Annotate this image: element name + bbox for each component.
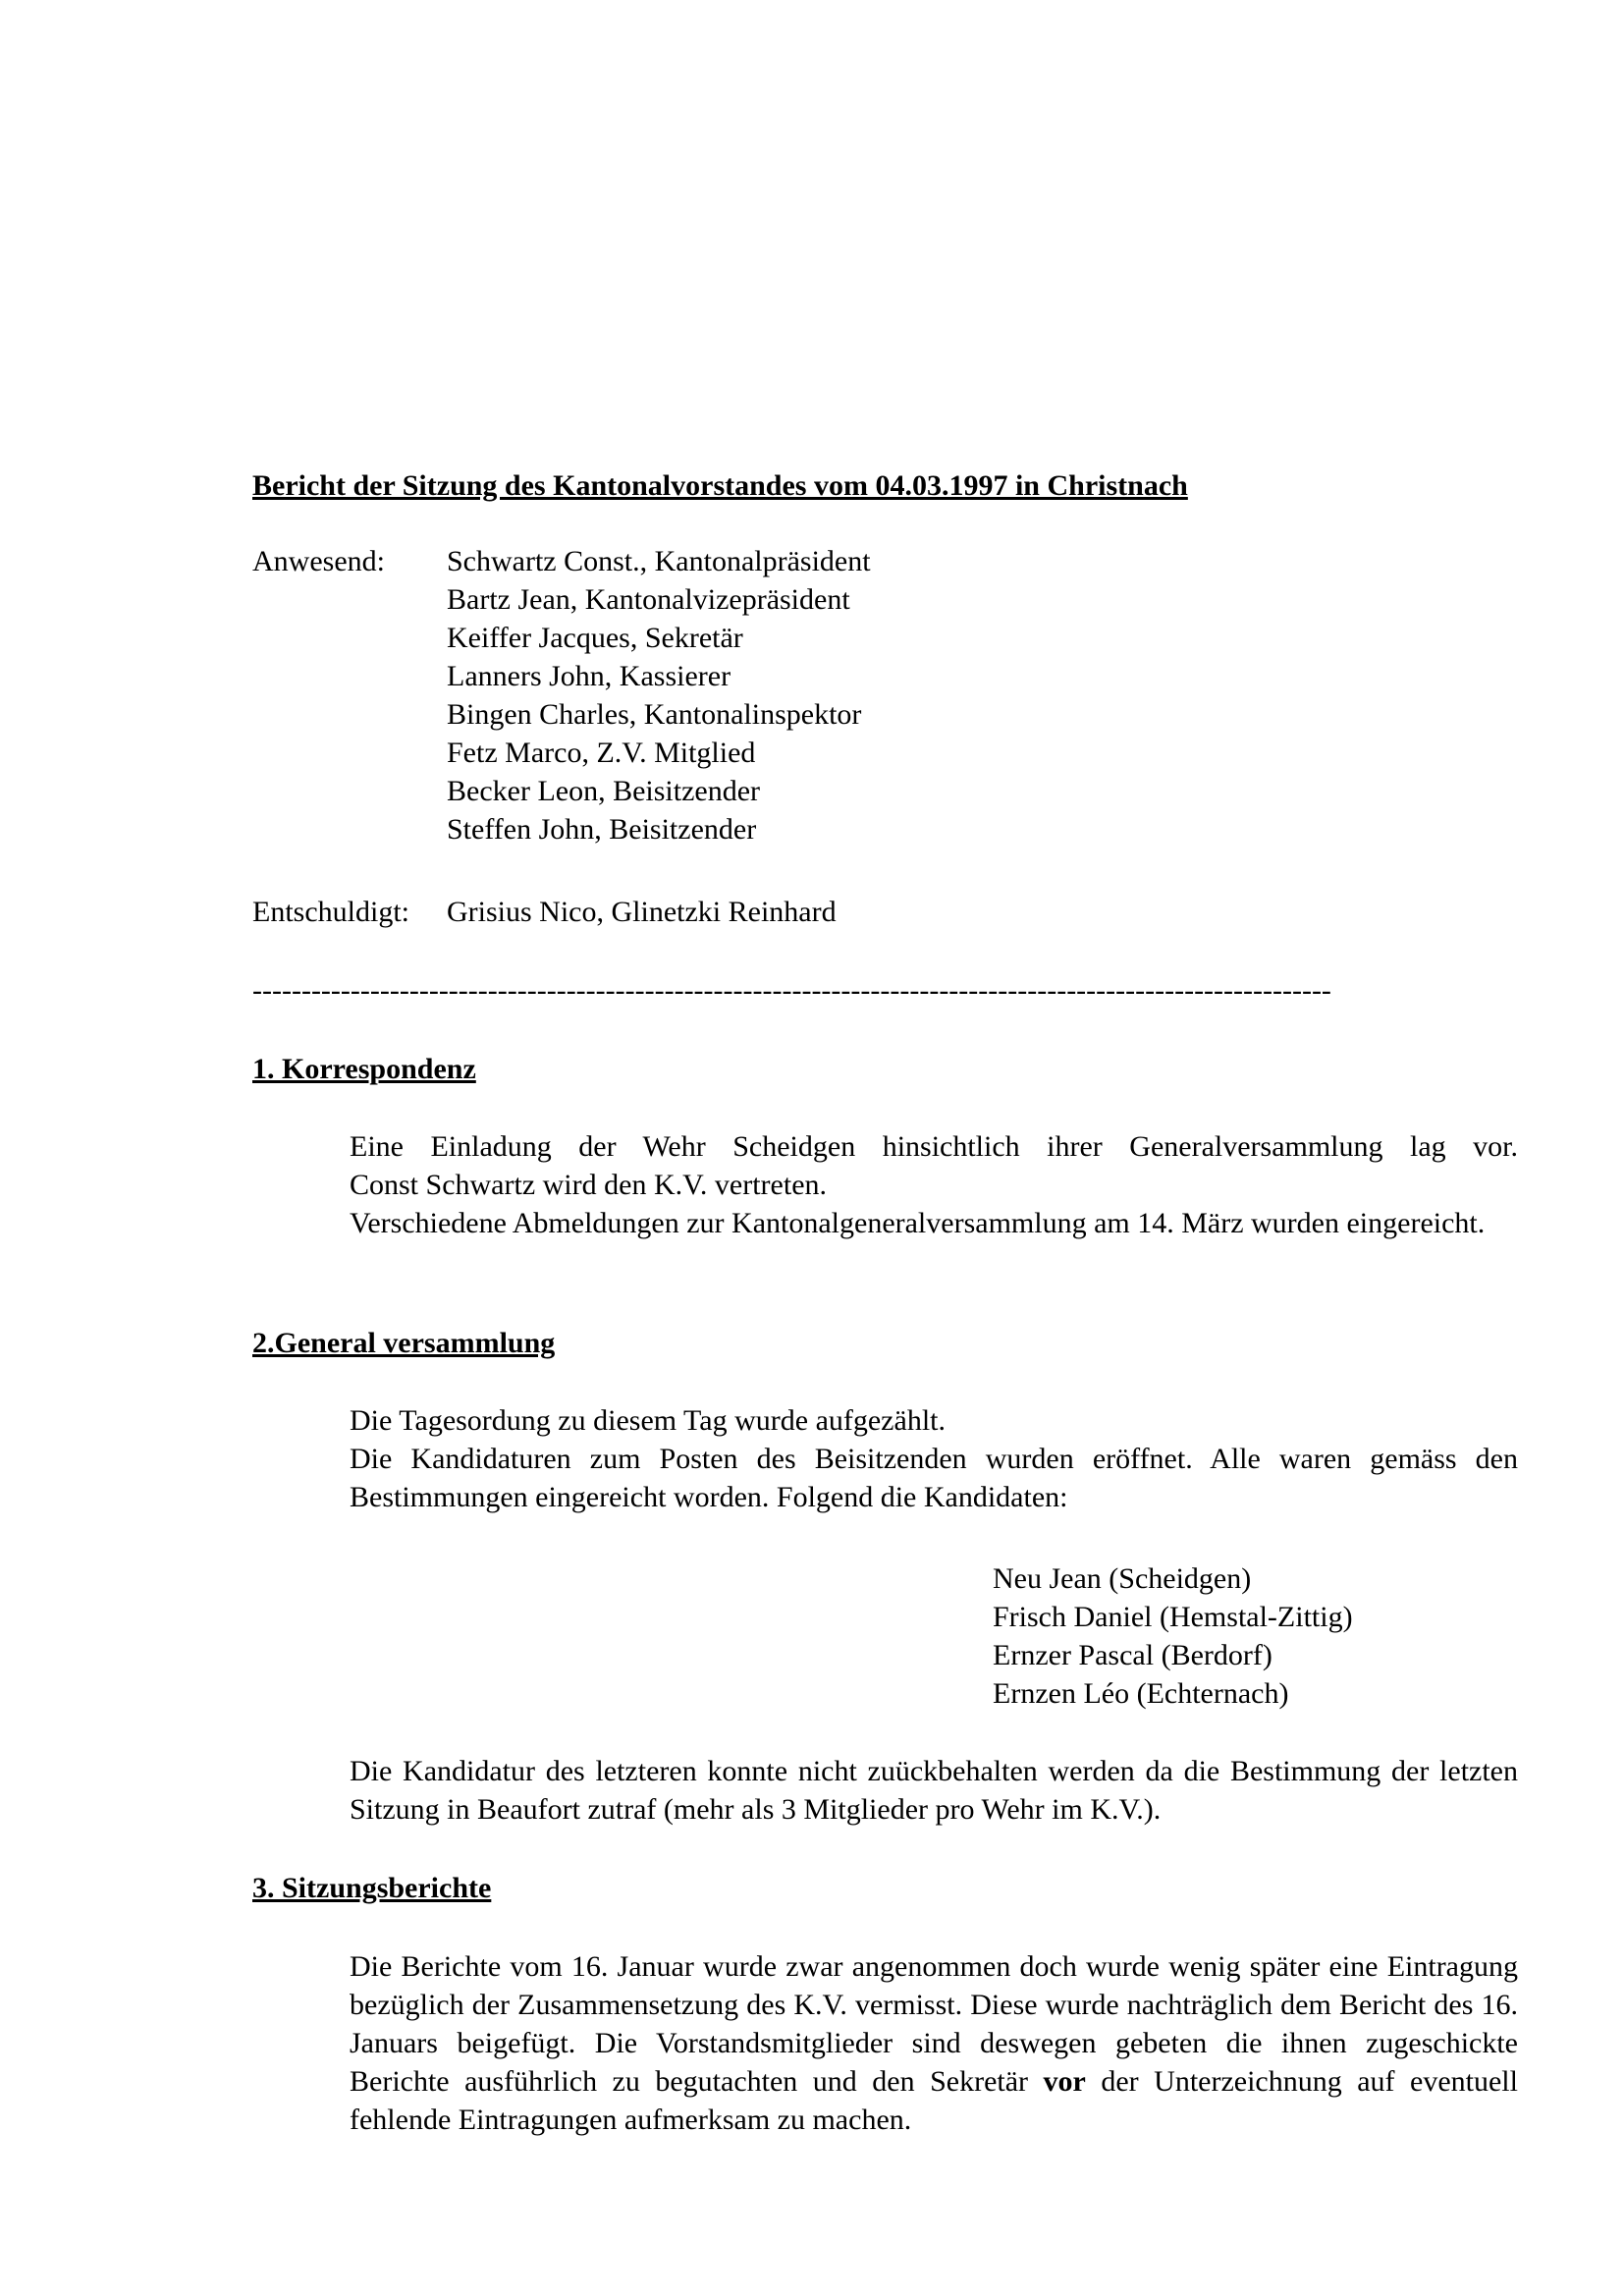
present-list bbox=[447, 542, 871, 848]
present-member: Fetz Marco, Z.V. Mitglied bbox=[447, 737, 756, 769]
present-member: Becker Leon, Beisitzender bbox=[447, 775, 761, 807]
section-closing-generalversammlung: Die Kandidatur des letzteren konnte nicht zuückbehalten werden da die Bestimmung der letzten Sitzung in Beaufort zutraf (mehr als 3 Mitglieder pro Wehr im K.V.). bbox=[350, 1755, 1518, 1826]
candidate-list bbox=[993, 1559, 1353, 1713]
section-heading-korrespondenz: 1. Korrespondenz bbox=[252, 1053, 476, 1085]
candidate-item: Neu Jean (Scheidgen) bbox=[993, 1562, 1252, 1595]
page-title: Bericht der Sitzung des Kantonalvorstandes vom 04.03.1997 in Christnach bbox=[252, 469, 1188, 502]
present-member: Bingen Charles, Kantonalinspektor bbox=[447, 698, 862, 731]
section-heading-sitzungsberichte: 3. Sitzungsberichte bbox=[252, 1872, 492, 1904]
present-row bbox=[252, 542, 1529, 848]
paragraph: Die Kandidaturen zum Posten des Beisitzenden wurden eröffnet. Alle waren gemäss den Bestimmungen eingereicht worden. Folgend die Kandidaten: bbox=[350, 1443, 1518, 1513]
excused-label: Entschuldigt: bbox=[252, 896, 409, 928]
excused-members: Grisius Nico, Glinetzki Reinhard bbox=[447, 896, 837, 928]
attendance-block bbox=[252, 542, 1529, 848]
paragraph: Verschiedene Abmeldungen zur Kantonalgeneralversammlung am 14. März wurden eingereicht. bbox=[350, 1207, 1486, 1239]
present-member: Steffen John, Beisitzender bbox=[447, 813, 757, 846]
paragraph: Eine Einladung der Wehr Scheidgen hinsichtlich ihrer Generalversammlung lag vor. bbox=[350, 1130, 1518, 1163]
section-body-korrespondenz bbox=[350, 1127, 1518, 1242]
section-body-sitzungsberichte bbox=[350, 1947, 1518, 2139]
paragraph-text: Die Berichte vom 16. Januar wurde zwar angenommen doch wurde wenig später eine Eintragung bezüglich der Zusammensetzung des K.V. vermisst. Diese wurde nachträglich dem Bericht des 16. Januars beigefügt. Die Vorstandsmitglieder sind deswegen gebeten die ihnen zugeschickte Berichte ausführlich zu begutachten und den Sekretär bbox=[350, 1950, 1518, 2098]
paragraph-text: der Unterzeichnung auf eventuell fehlende Eintragungen aufmerksam zu machen. bbox=[350, 2065, 1518, 2136]
present-member: Bartz Jean, Kantonalvizepräsident bbox=[447, 583, 850, 616]
separator-line: -------------------------------------------------------------------------------------------------------------- bbox=[252, 974, 1331, 1007]
present-member: Lanners John, Kassierer bbox=[447, 660, 731, 692]
paragraph: Const Schwartz wird den K.V. vertreten. bbox=[350, 1169, 828, 1201]
present-member: Keiffer Jacques, Sekretär bbox=[447, 622, 743, 654]
section-body-generalversammlung bbox=[350, 1401, 1518, 1516]
excused-row bbox=[252, 893, 837, 931]
emphasized-word: vor bbox=[1043, 2065, 1086, 2098]
candidate-item: Ernzen Léo (Echternach) bbox=[993, 1677, 1289, 1710]
candidate-item: Ernzer Pascal (Berdorf) bbox=[993, 1639, 1272, 1671]
paragraph: Die Tagesordung zu diesem Tag wurde aufgezählt. bbox=[350, 1404, 946, 1437]
section-heading-generalversammlung: 2.General versammlung bbox=[252, 1327, 556, 1359]
present-member: Schwartz Const., Kantonalpräsident bbox=[447, 545, 871, 577]
candidate-item: Frisch Daniel (Hemstal-Zittig) bbox=[993, 1601, 1353, 1633]
present-label: Anwesend: bbox=[252, 545, 385, 577]
